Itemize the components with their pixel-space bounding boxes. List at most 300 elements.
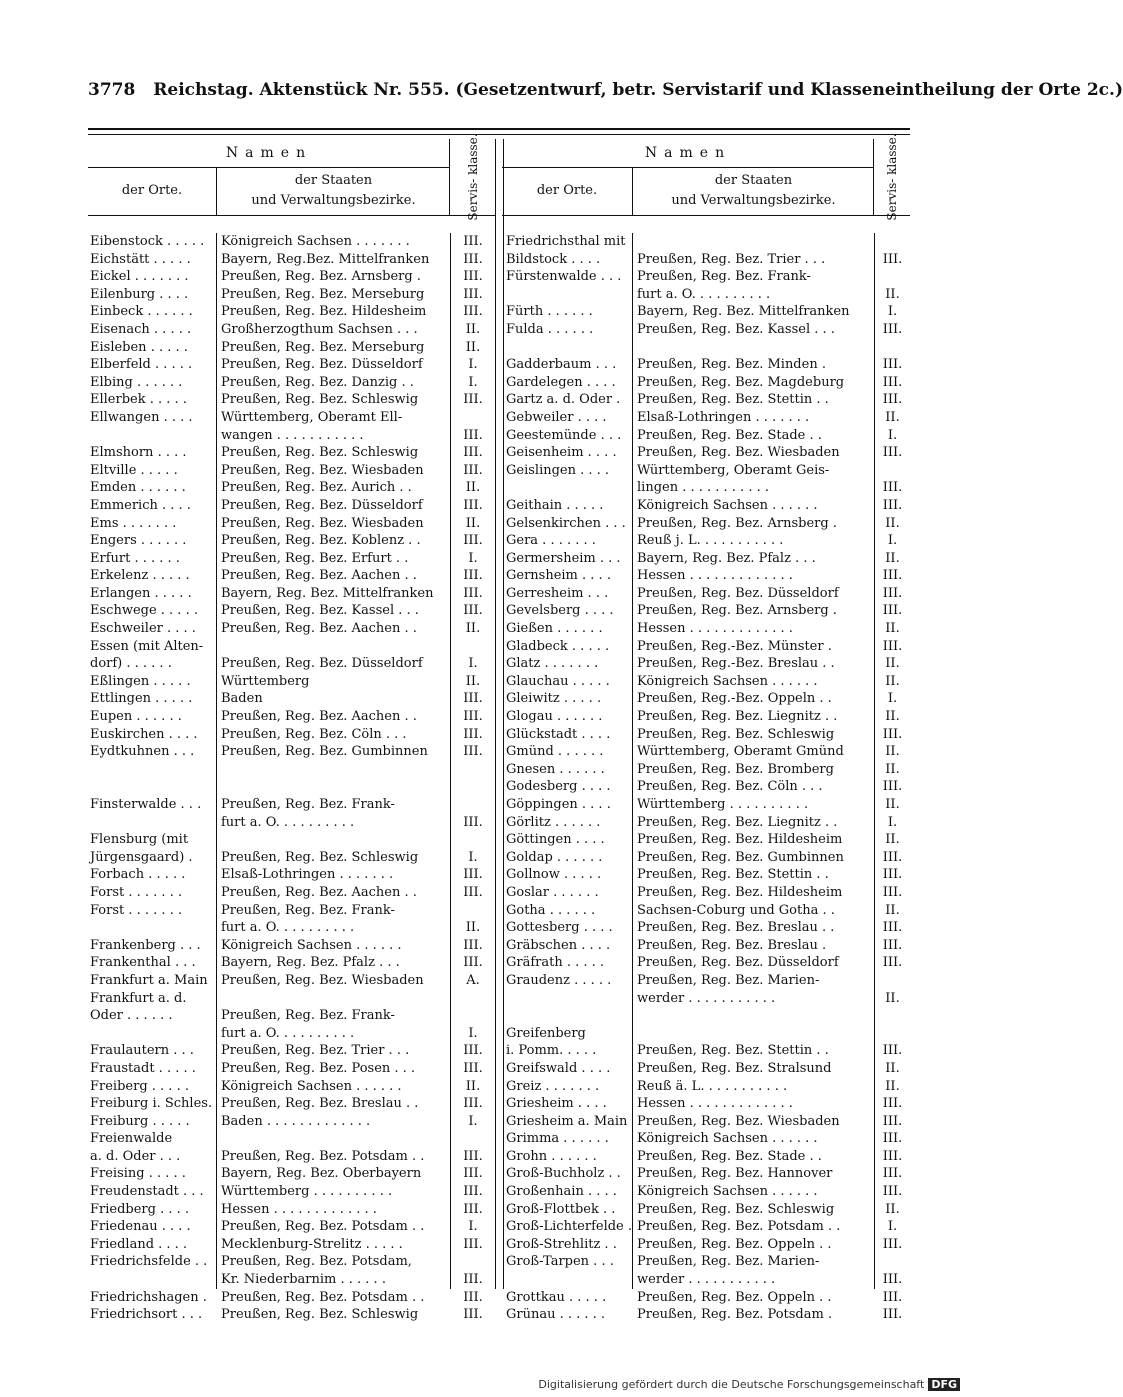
class-cell: II.: [885, 832, 900, 848]
class-cell: III.: [463, 1166, 483, 1182]
place-cell: Gerresheim . . .: [506, 585, 609, 601]
place-cell: Eibenstock . . . . .: [90, 234, 205, 249]
state-cell: Preußen, Reg. Bez. Düsseldorf: [221, 656, 423, 672]
place-cell: Freienwalde: [90, 1131, 173, 1147]
state-cell: Preußen, Reg. Bez. Potsdam,: [221, 1254, 412, 1270]
class-cell: III.: [463, 234, 483, 249]
table-row: [502, 550, 910, 568]
table-row: [88, 585, 495, 603]
place-cell: Gmünd . . . . . .: [506, 744, 604, 760]
place-cell: Friedrichsort . . .: [90, 1307, 203, 1323]
place-cell: Glatz . . . . . . .: [506, 656, 599, 672]
table-row: [502, 990, 910, 1008]
place-cell: Eisleben . . . . .: [90, 339, 188, 355]
place-cell: Fulda . . . . . .: [506, 321, 594, 337]
state-cell: Bayern, Reg. Bez. Pfalz . . .: [221, 955, 400, 971]
place-cell: Forst . . . . . . .: [90, 902, 183, 918]
table-row: [88, 532, 495, 550]
class-cell: III.: [463, 603, 483, 619]
state-cell: Elsaß-Lothringen . . . . . . .: [637, 409, 810, 425]
place-cell: Freiburg i. Schles.: [90, 1096, 213, 1112]
place-cell: Groß-Tarpen . . .: [506, 1254, 614, 1270]
table-row: [88, 391, 495, 409]
place-cell: Gernsheim . . . .: [506, 568, 611, 584]
place-cell: Gevelsberg . . . .: [506, 603, 614, 619]
place-cell: Gadderbaum . . .: [506, 357, 617, 373]
state-cell: wangen . . . . . . . . . . .: [221, 427, 364, 443]
class-cell: II.: [885, 744, 900, 760]
places-heading: der Orte.: [88, 167, 217, 215]
place-cell: Gelsenkirchen . . .: [506, 515, 626, 531]
class-cell: III.: [882, 374, 903, 390]
table-row: [88, 937, 495, 955]
class-cell: III.: [882, 1043, 903, 1059]
state-cell: Preußen, Reg. Bez. Breslau . .: [637, 920, 835, 936]
place-cell: Gleiwitz . . . . .: [506, 691, 602, 707]
place-cell: Friedberg . . . .: [90, 1201, 190, 1217]
places-heading: der Orte.: [502, 167, 633, 215]
state-cell: Hessen . . . . . . . . . . . . .: [637, 621, 793, 637]
class-cell: III.: [463, 867, 483, 883]
place-cell: Groß-Strehlitz . .: [506, 1236, 617, 1252]
place-cell: Elmshorn . . . .: [90, 445, 187, 461]
table-row: [88, 1113, 495, 1131]
table-row: [88, 1165, 495, 1183]
table-row: [88, 708, 495, 726]
table-row: [88, 339, 495, 357]
class-cell: II.: [885, 515, 900, 531]
place-cell: Germersheim . . .: [506, 550, 621, 566]
state-cell: Preußen, Reg. Bez. Posen . . .: [221, 1060, 416, 1076]
state-cell: werder . . . . . . . . . . .: [637, 1272, 776, 1288]
state-cell: Preußen, Reg. Bez. Hildesheim: [637, 832, 843, 848]
place-cell: Gräbschen . . . .: [506, 937, 611, 953]
place-cell: Freudenstadt . . .: [90, 1184, 204, 1200]
table-row: [502, 444, 910, 462]
state-cell: Hessen . . . . . . . . . . . . .: [637, 568, 793, 584]
state-cell: Baden: [221, 691, 263, 707]
table-row: [88, 1060, 495, 1078]
class-cell: III.: [882, 1148, 903, 1164]
class-cell: III.: [882, 1236, 903, 1252]
place-cell: Grottkau . . . . .: [506, 1289, 607, 1305]
table-row: [88, 409, 495, 427]
class-cell: II.: [885, 409, 900, 425]
state-cell: Preußen, Reg. Bez. Schleswig: [221, 445, 419, 461]
table-row: [502, 1218, 910, 1236]
state-cell: Preußen, Reg. Bez. Gumbinnen: [221, 744, 428, 760]
table-row: [88, 1148, 495, 1166]
place-cell: Eilenburg . . . .: [90, 286, 189, 302]
class-cell: III.: [882, 638, 903, 654]
table-row: [88, 1289, 495, 1307]
table-row: [88, 638, 495, 656]
state-cell: Preußen, Reg. Bez. Erfurt . .: [221, 550, 409, 566]
state-cell: Preußen, Reg. Bez. Potsdam . .: [221, 1148, 425, 1164]
table-row: [88, 690, 495, 708]
table-row: [502, 866, 910, 884]
place-cell: Eltville . . . . .: [90, 462, 178, 478]
state-cell: Elsaß-Lothringen . . . . . . .: [221, 867, 394, 883]
state-cell: Preußen, Reg. Bez. Schleswig: [221, 1307, 419, 1323]
table-row: [502, 937, 910, 955]
class-cell: III.: [882, 779, 903, 795]
place-cell: Grohn . . . . . .: [506, 1148, 597, 1164]
table-row: [502, 1183, 910, 1201]
table-row: [88, 550, 495, 568]
state-cell: Preußen, Reg.-Bez. Breslau . .: [637, 656, 835, 672]
state-cell: Preußen, Reg. Bez. Aachen . .: [221, 621, 417, 637]
class-cell: III.: [463, 726, 483, 742]
class-cell: III.: [882, 1272, 903, 1288]
state-cell: Preußen, Reg. Bez. Potsdam .: [637, 1307, 833, 1323]
class-cell: III.: [463, 1184, 483, 1200]
place-cell: Ellwangen . . . .: [90, 409, 193, 425]
table-row: [88, 866, 495, 884]
state-cell: furt a. O. . . . . . . . . .: [221, 920, 355, 936]
table-row: [88, 831, 495, 849]
class-cell: III.: [882, 1113, 903, 1129]
class-cell: III.: [463, 304, 483, 320]
class-heading: [873, 133, 910, 221]
place-cell: Griesheim . . . .: [506, 1096, 607, 1112]
table-row: [88, 778, 495, 796]
table-row: [502, 427, 910, 445]
table-row: [88, 761, 495, 779]
table-row: [88, 1095, 495, 1113]
state-cell: Hessen . . . . . . . . . . . . .: [637, 1096, 793, 1112]
state-cell: Württemberg . . . . . . . . . .: [221, 1184, 393, 1200]
class-cell: III.: [882, 1289, 903, 1305]
table-row: [502, 655, 910, 673]
state-cell: Preußen, Reg. Bez. Liegnitz . .: [637, 814, 838, 830]
state-cell: Preußen, Reg. Bez. Schleswig: [637, 726, 835, 742]
table-head-left: [88, 133, 495, 221]
state-cell: Preußen, Reg. Bez. Frank-: [637, 269, 811, 285]
class-cell: I.: [887, 533, 898, 549]
table-row: [502, 638, 910, 656]
state-cell: Großherzogthum Sachsen . . .: [221, 321, 418, 337]
table-row: [88, 251, 495, 269]
class-cell: I.: [887, 1219, 898, 1235]
class-cell: III.: [463, 744, 483, 760]
place-cell: Godesberg . . . .: [506, 779, 611, 795]
table-row: [502, 690, 910, 708]
state-cell: Preußen, Reg. Bez. Trier . . .: [221, 1043, 410, 1059]
table-row: [502, 286, 910, 304]
class-cell: III.: [882, 937, 903, 953]
class-cell: III.: [463, 1272, 483, 1288]
table-row: [88, 919, 495, 937]
state-cell: Preußen, Reg. Bez. Breslau .: [637, 937, 827, 953]
place-cell: Friedrichsthal mit: [506, 234, 626, 249]
place-cell: Bildstock . . . .: [506, 251, 601, 267]
place-cell: Greiz . . . . . . .: [506, 1078, 600, 1094]
class-cell: II.: [885, 550, 900, 566]
class-cell: II.: [885, 1060, 900, 1076]
table-row: [88, 673, 495, 691]
state-cell: furt a. O. . . . . . . . . .: [221, 1025, 355, 1041]
state-cell: Preußen, Reg. Bez. Schleswig: [221, 392, 419, 408]
place-cell: Frankenthal . . .: [90, 955, 196, 971]
place-cell: Frankenberg . . .: [90, 937, 201, 953]
class-cell: III.: [463, 445, 483, 461]
state-cell: Preußen, Reg. Bez. Aachen . .: [221, 884, 417, 900]
class-cell: III.: [882, 726, 903, 742]
class-cell: III.: [882, 884, 903, 900]
table-row: [88, 726, 495, 744]
class-cell: III.: [882, 585, 903, 601]
place-cell: Erlangen . . . . .: [90, 585, 192, 601]
state-cell: Preußen, Reg. Bez. Schleswig: [221, 849, 419, 865]
table-row: [88, 1218, 495, 1236]
state-cell: Hessen . . . . . . . . . . . . .: [221, 1201, 377, 1217]
class-cell: II.: [885, 656, 900, 672]
place-cell: Eydtkuhnen . . .: [90, 744, 195, 760]
state-cell: Bayern, Reg.Bez. Mittelfranken: [221, 251, 430, 267]
table-row: [88, 567, 495, 585]
class-cell: III.: [882, 251, 903, 267]
state-cell: Preußen, Reg. Bez. Danzig . .: [221, 374, 414, 390]
table-row: [88, 479, 495, 497]
place-cell: Gardelegen . . . .: [506, 374, 616, 390]
place-cell: Friedrichsfelde . .: [90, 1254, 208, 1270]
place-cell: Greifenberg: [506, 1025, 586, 1041]
state-cell: Preußen, Reg. Bez. Stettin . .: [637, 1043, 829, 1059]
table-row: [502, 743, 910, 761]
place-cell: Geestemünde . . .: [506, 427, 622, 443]
place-cell: Friedenau . . . .: [90, 1219, 191, 1235]
class-cell: II.: [465, 621, 481, 637]
class-cell: III.: [463, 709, 483, 725]
state-cell: Preußen, Reg. Bez. Wiesbaden: [221, 515, 424, 531]
class-cell: II.: [465, 515, 481, 531]
state-cell: Preußen, Reg. Bez. Wiesbaden: [221, 972, 424, 988]
place-cell: Gollnow . . . . .: [506, 867, 602, 883]
class-cell: III.: [463, 286, 483, 302]
table-row: [502, 1095, 910, 1113]
states-heading: [217, 167, 450, 215]
place-cell: Glückstadt . . . .: [506, 726, 611, 742]
class-cell: III.: [463, 1201, 483, 1217]
table-row: [88, 233, 495, 251]
table-row: [88, 972, 495, 990]
table-row: [502, 814, 910, 832]
place-cell: Eßlingen . . . . .: [90, 673, 191, 689]
table-row: [502, 620, 910, 638]
table-row: [88, 814, 495, 832]
table-row: [88, 990, 495, 1008]
table-half-right: [502, 133, 910, 1323]
class-cell: II.: [885, 1201, 900, 1217]
place-cell: Forst . . . . . . .: [90, 884, 183, 900]
table-row: [502, 1271, 910, 1289]
state-cell: Preußen, Reg. Bez. Frank-: [221, 902, 395, 918]
class-cell: III.: [882, 603, 903, 619]
state-cell: Bayern, Reg. Bez. Pfalz . . .: [637, 550, 816, 566]
state-cell: Preußen, Reg. Bez. Wiesbaden: [637, 445, 840, 461]
place-cell: Fraustadt . . . . .: [90, 1060, 196, 1076]
table-row: [502, 1060, 910, 1078]
class-cell: III.: [463, 568, 483, 584]
table-row: [88, 1130, 495, 1148]
place-cell: Glogau . . . . . .: [506, 709, 603, 725]
class-cell: A.: [466, 972, 480, 988]
class-cell: III.: [463, 269, 483, 285]
table-row: [88, 1236, 495, 1254]
class-cell: II.: [885, 902, 900, 918]
place-cell: Göppingen . . . .: [506, 797, 611, 812]
place-cell: Frankfurt a. Main: [90, 972, 208, 988]
top-rule-thick: [88, 128, 910, 130]
state-cell: Preußen, Reg. Bez. Frank-: [221, 1008, 395, 1024]
table-row: [502, 303, 910, 321]
table-row: [502, 849, 910, 867]
state-cell: Preußen, Reg. Bez. Magdeburg: [637, 374, 845, 390]
class-cell: II.: [465, 339, 481, 355]
class-cell: III.: [463, 392, 483, 408]
state-cell: Preußen, Reg.-Bez. Oppeln . .: [637, 691, 832, 707]
class-cell: III.: [463, 955, 483, 971]
class-cell: II.: [885, 990, 900, 1006]
table-row: [502, 919, 910, 937]
class-cell: III.: [463, 427, 483, 443]
place-cell: Geisenheim . . . .: [506, 445, 617, 461]
place-cell: Griesheim a. Main: [506, 1113, 628, 1129]
table-row: [88, 1201, 495, 1219]
page-number: 3778: [88, 80, 136, 100]
table-row: [88, 303, 495, 321]
class-cell: III.: [463, 533, 483, 549]
class-heading-text: Servis- klasse.: [885, 133, 899, 221]
table-row: [88, 884, 495, 902]
place-cell: Großenhain . . . .: [506, 1184, 617, 1200]
table-row: [502, 1236, 910, 1254]
class-cell: III.: [882, 1096, 903, 1112]
place-cell: Gebweiler . . . .: [506, 409, 607, 425]
class-cell: III.: [882, 1307, 903, 1323]
top-rule-thin: [88, 134, 910, 135]
place-cell: Groß-Lichterfelde .: [506, 1219, 633, 1235]
place-cell: Eisenach . . . . .: [90, 321, 192, 337]
state-cell: Kr. Niederbarnim . . . . . .: [221, 1272, 386, 1288]
table-row: [502, 796, 910, 814]
table-half-left: [88, 133, 495, 1323]
class-cell: III.: [463, 1043, 483, 1059]
state-cell: Preußen, Reg. Bez. Aachen . .: [221, 709, 417, 725]
place-cell: dorf) . . . . . .: [90, 656, 172, 672]
table-row: [502, 831, 910, 849]
place-cell: Gräfrath . . . . .: [506, 955, 605, 971]
class-cell: II.: [465, 673, 481, 689]
place-cell: Gotha . . . . . .: [506, 902, 596, 918]
table-row: [502, 708, 910, 726]
table-row: [88, 1306, 495, 1324]
table-row: [88, 515, 495, 533]
table-row: [88, 321, 495, 339]
place-cell: Fürstenwalde . . .: [506, 269, 622, 285]
state-cell: Preußen, Reg. Bez. Düsseldorf: [637, 955, 839, 971]
footer-text: Digitalisierung gefördert durch die Deutsche Forschungsgemeinschaft: [538, 1378, 925, 1391]
place-cell: Greifswald . . . .: [506, 1060, 611, 1076]
state-cell: Königreich Sachsen . . . . . .: [221, 1078, 402, 1094]
place-cell: i. Pomm. . . . .: [506, 1043, 597, 1059]
state-cell: Preußen, Reg. Bez. Minden .: [637, 357, 826, 373]
place-cell: Groß-Flottbek . .: [506, 1201, 616, 1217]
table-row: [502, 374, 910, 392]
place-cell: Fürth . . . . . .: [506, 304, 593, 320]
class-cell: I.: [468, 357, 478, 373]
table-row: [502, 567, 910, 585]
state-cell: furt a. O. . . . . . . . . .: [221, 814, 355, 830]
place-cell: a. d. Oder . . .: [90, 1148, 181, 1164]
state-cell: Königreich Sachsen . . . . . .: [221, 937, 402, 953]
table-row: [88, 462, 495, 480]
state-cell: Preußen, Reg. Bez. Wiesbaden: [221, 462, 424, 478]
place-cell: Geislingen . . . .: [506, 462, 610, 478]
class-cell: III.: [463, 462, 483, 478]
table-row: [502, 1113, 910, 1131]
table-row: [88, 849, 495, 867]
table-head-right: [502, 133, 910, 221]
table-row: [88, 1271, 495, 1289]
table-row: [88, 743, 495, 761]
state-cell: Preußen, Reg. Bez. Gumbinnen: [637, 849, 844, 865]
table-row: [502, 391, 910, 409]
table-row: [88, 374, 495, 392]
state-cell: Bayern, Reg. Bez. Mittelfranken: [221, 585, 434, 601]
class-cell: III.: [882, 955, 903, 971]
place-cell: Grimma . . . . . .: [506, 1131, 609, 1147]
table-row: [502, 1289, 910, 1307]
table-row: [502, 339, 910, 357]
state-cell: Preußen, Reg. Bez. Arnsberg .: [637, 515, 837, 531]
state-cell: Preußen, Reg. Bez. Arnsberg .: [637, 603, 837, 619]
table-row: [502, 1042, 910, 1060]
state-cell: Preußen, Reg. Bez. Merseburg: [221, 286, 425, 302]
place-cell: Gera . . . . . . .: [506, 533, 596, 549]
class-cell: II.: [885, 761, 900, 777]
class-cell: III.: [882, 849, 903, 865]
table-row: [88, 356, 495, 374]
place-cell: Gießen . . . . . .: [506, 621, 603, 637]
table-row: [88, 1253, 495, 1271]
state-cell: Preußen, Reg. Bez. Frank-: [221, 797, 395, 812]
class-cell: I.: [468, 1219, 478, 1235]
table-row: [88, 796, 495, 814]
class-cell: I.: [468, 550, 478, 566]
state-cell: Königreich Sachsen . . . . . . .: [221, 234, 410, 249]
state-cell: Württemberg: [221, 673, 310, 689]
class-cell: III.: [463, 884, 483, 900]
class-cell: III.: [882, 1184, 903, 1200]
place-cell: Jürgensgaard) .: [90, 849, 193, 865]
names-heading: Namen: [88, 139, 450, 168]
table-row: [88, 954, 495, 972]
table-row: [88, 1042, 495, 1060]
place-cell: Eickel . . . . . . .: [90, 269, 189, 285]
place-cell: Erkelenz . . . . .: [90, 568, 190, 584]
class-cell: II.: [465, 321, 481, 337]
state-cell: Bayern, Reg. Bez. Mittelfranken: [637, 304, 850, 320]
state-cell: Preußen, Reg. Bez. Liegnitz . .: [637, 709, 838, 725]
state-cell: Preußen, Reg. Bez. Oppeln . .: [637, 1289, 832, 1305]
class-cell: III.: [882, 357, 903, 373]
table-row: [502, 233, 910, 251]
class-heading: [449, 133, 495, 221]
place-cell: Engers . . . . . .: [90, 533, 187, 549]
table-row: [502, 1130, 910, 1148]
